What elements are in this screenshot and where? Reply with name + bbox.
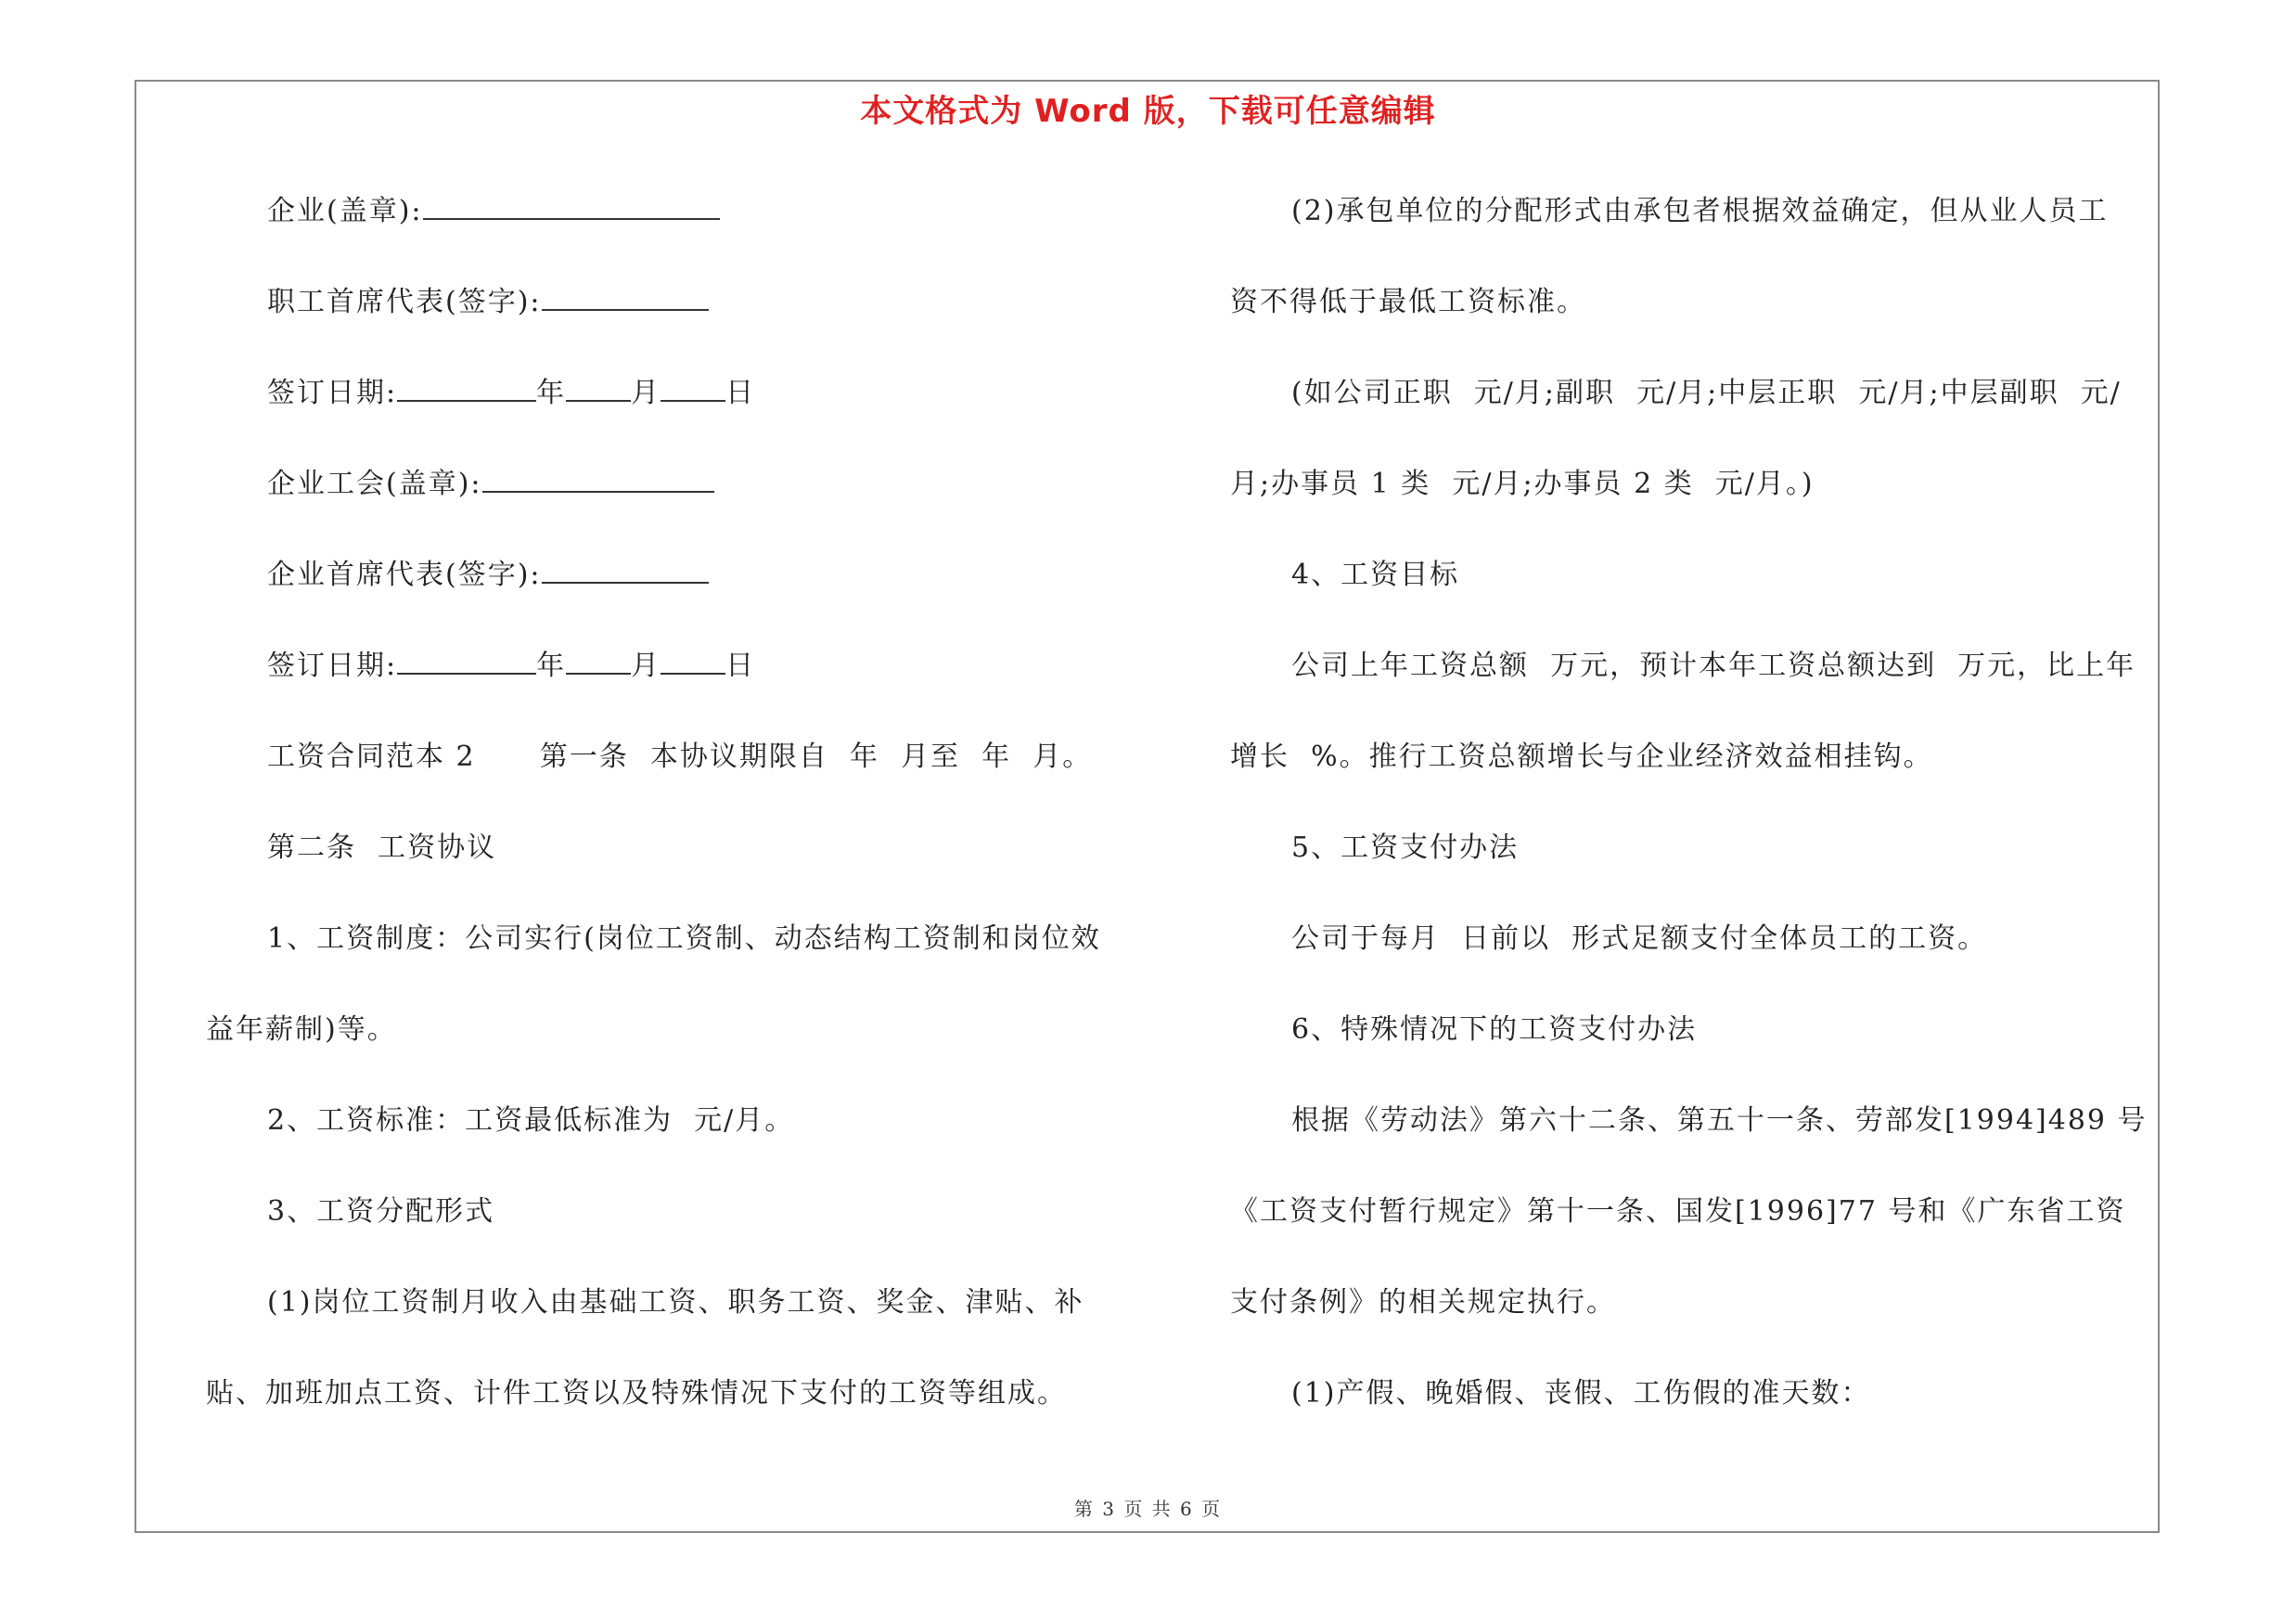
line-text: (1)产假、晚婚假、丧假、工伤假的准天数：	[1291, 1377, 1871, 1410]
page-footer: 第 3 页 共 6 页	[1073, 1498, 1223, 1520]
right-column-line	[1230, 731, 2153, 822]
line-text: 月;办事员 1 类 元/月;办事员 2 类 元/月。)	[1230, 468, 1815, 500]
left-column-line	[206, 731, 1134, 822]
fill-in-blank	[397, 641, 536, 675]
year-label: 年	[536, 377, 567, 409]
month-label: 月	[631, 650, 661, 682]
line-text: 6、特殊情况下的工资支付办法	[1291, 1013, 1698, 1046]
right-column-line	[1230, 1368, 2153, 1459]
line-text: 签订日期:	[267, 377, 398, 409]
left-column	[206, 186, 1134, 1459]
line-text: 2、工资标准：工资最低标准为 元/月。	[267, 1104, 795, 1137]
left-column-line	[206, 640, 1134, 731]
day-label: 日	[725, 377, 756, 409]
left-column-line	[206, 367, 1134, 458]
line-text: 5、工资支付办法	[1291, 831, 1520, 864]
line-text: 公司于每月 日前以 形式足额支付全体员工的工资。	[1291, 922, 1988, 955]
right-column-line	[1230, 277, 2153, 367]
right-column-line	[1230, 822, 2153, 913]
month-label: 月	[631, 377, 661, 409]
day-label: 日	[725, 650, 756, 682]
line-text: 职工首席代表(签字):	[267, 286, 542, 318]
right-column-line	[1230, 1277, 2153, 1368]
year-label: 年	[536, 650, 567, 682]
line-text: 增长 %。推行工资总额增长与企业经济效益相挂钩。	[1230, 741, 1933, 773]
right-column-line	[1230, 1095, 2153, 1186]
right-column-line	[1230, 367, 2153, 458]
left-column-line	[206, 1277, 1134, 1368]
right-column	[1230, 186, 2153, 1459]
fill-in-blank	[661, 368, 725, 402]
line-text: 工资合同范本 2 第一条 本协议期限自 年 月至 年 月。	[267, 741, 1093, 773]
left-column-line	[206, 1095, 1134, 1186]
left-column-line	[206, 186, 1134, 277]
fill-in-blank	[482, 459, 714, 493]
left-column-line	[206, 1004, 1134, 1095]
line-text: 贴、加班加点工资、计件工资以及特殊情况下支付的工资等组成。	[206, 1377, 1067, 1410]
right-column-line	[1230, 1004, 2153, 1095]
left-column-line	[206, 549, 1134, 640]
format-banner: 本文格式为 Word 版，下载可任意编辑	[860, 93, 1436, 130]
line-text: 企业首席代表(签字):	[267, 559, 542, 591]
right-column-line	[1230, 640, 2153, 731]
fill-in-blank	[542, 277, 709, 311]
right-column-line	[1230, 913, 2153, 1004]
line-text: (1)岗位工资制月收入由基础工资、职务工资、奖金、津贴、补	[267, 1286, 1084, 1319]
fill-in-blank	[542, 550, 709, 584]
left-column-line	[206, 1368, 1134, 1459]
left-column-line	[206, 913, 1134, 1004]
fill-in-blank	[661, 641, 725, 675]
line-text: (2)承包单位的分配形式由承包者根据效益确定，但从业人员工	[1291, 195, 2109, 227]
line-text: 企业工会(盖章):	[267, 468, 482, 500]
line-text: 企业(盖章):	[267, 195, 423, 227]
line-text: 第二条 工资协议	[267, 831, 497, 864]
fill-in-blank	[566, 368, 631, 402]
fill-in-blank	[423, 187, 720, 220]
line-text: 1、工资制度：公司实行(岗位工资制、动态结构工资制和岗位效	[267, 922, 1101, 955]
line-text: 根据《劳动法》第六十二条、第五十一条、劳部发[1994]489 号	[1291, 1104, 2148, 1137]
line-text: 3、工资分配形式	[267, 1195, 495, 1228]
line-text: (如公司正职 元/月;副职 元/月;中层正职 元/月;中层副职 元/	[1291, 377, 2122, 409]
left-column-line	[206, 1186, 1134, 1277]
left-column-line	[206, 822, 1134, 913]
line-text: 益年薪制)等。	[206, 1013, 397, 1046]
line-text: 4、工资目标	[1291, 559, 1460, 591]
left-column-line	[206, 277, 1134, 367]
line-text: 公司上年工资总额 万元，预计本年工资总额达到 万元，比上年	[1291, 650, 2136, 682]
line-text: 签订日期:	[267, 650, 398, 682]
fill-in-blank	[397, 368, 536, 402]
right-column-line	[1230, 549, 2153, 640]
line-text: 《工资支付暂行规定》第十一条、国发[1996]77 号和《广东省工资	[1230, 1195, 2126, 1228]
left-column-line	[206, 458, 1134, 549]
line-text: 支付条例》的相关规定执行。	[1230, 1286, 1616, 1319]
right-column-line	[1230, 186, 2153, 277]
right-column-line	[1230, 1186, 2153, 1277]
fill-in-blank	[566, 641, 631, 675]
line-text: 资不得低于最低工资标准。	[1230, 286, 1586, 318]
right-column-line	[1230, 458, 2153, 549]
